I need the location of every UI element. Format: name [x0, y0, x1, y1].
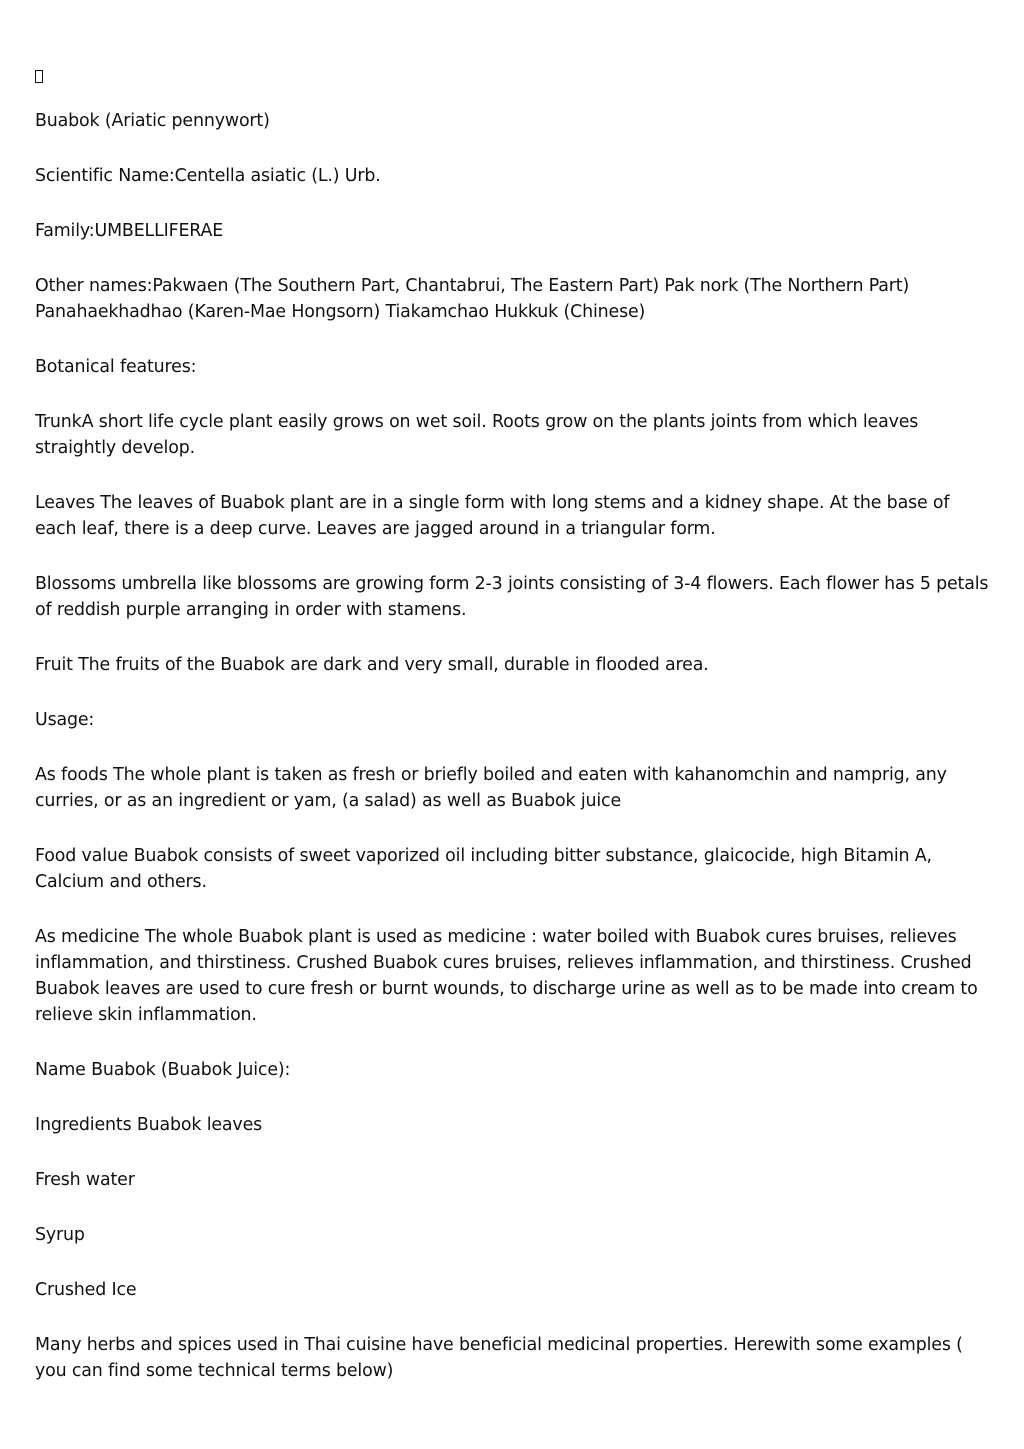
leaves-description: Leaves The leaves of Buabok plant are in a single form with long stems and a kidney shape. At the base of each leaf, there is a deep curve. Leaves are jagged around in a triangular form.: [35, 493, 950, 539]
ingredient-item: Ingredients Buabok leaves: [35, 1115, 263, 1135]
usage-heading: Usage:: [35, 710, 95, 730]
ingredient-item: Crushed Ice: [35, 1280, 137, 1300]
food-value: Food value Buabok consists of sweet vaporized oil including bitter substance, glaicocide, high Bitamin A, Calcium and others.: [35, 846, 932, 892]
trunk-description: TrunkA short life cycle plant easily grows on wet soil. Roots grow on the plants joints from which leaves straightly develop.: [35, 412, 919, 458]
closing-paragraph: Many herbs and spices used in Thai cuisine have beneficial medicinal properties. Herewith some examples ( you can find some technical terms below): [35, 1335, 963, 1381]
recipe-name: Name Buabok (Buabok Juice):: [35, 1060, 291, 1080]
fruit-description: Fruit The fruits of the Buabok are dark and very small, durable in flooded area.: [35, 655, 709, 675]
plant-title: Buabok (Ariatic pennywort): [35, 111, 270, 131]
missing-glyph-icon: [35, 70, 43, 83]
ingredient-item: Fresh water: [35, 1170, 135, 1190]
other-names: Other names:Pakwaen (The Southern Part, Chantabrui, The Eastern Part) Pak nork (The Northern Part) Panahaekhadhao (Karen-Mae Hongsorn) Tiakamchao Hukkuk (Chinese): [35, 276, 910, 322]
medicine-usage: As medicine The whole Buabok plant is used as medicine : water boiled with Buabok cures bruises, relieves inflammation, and thirstiness. Crushed Buabok cures bruises, relieves inflammation, and thirstiness. Crushed Buabok leaves are used to cure fresh or burnt wounds, to discharge urine as well as to be made into cream to relieve skin inflammation.: [35, 927, 978, 1025]
ingredient-item: Syrup: [35, 1225, 85, 1245]
botanical-features-heading: Botanical features:: [35, 357, 197, 377]
blossoms-description: Blossoms umbrella like blossoms are growing form 2-3 joints consisting of 3-4 flowers. Each flower has 5 petals of reddish purple arranging in order with stamens.: [35, 574, 989, 620]
family-name: Family:UMBELLIFERAE: [35, 221, 224, 241]
foods-usage: As foods The whole plant is taken as fresh or briefly boiled and eaten with kahanomchin and namprig, any curries, or as an ingredient or yam, (a salad) as well as Buabok juice: [35, 765, 947, 811]
scientific-name: Scientific Name:Centella asiatic (L.) Urb.: [35, 166, 381, 186]
document-page: [35, 62, 995, 1413]
